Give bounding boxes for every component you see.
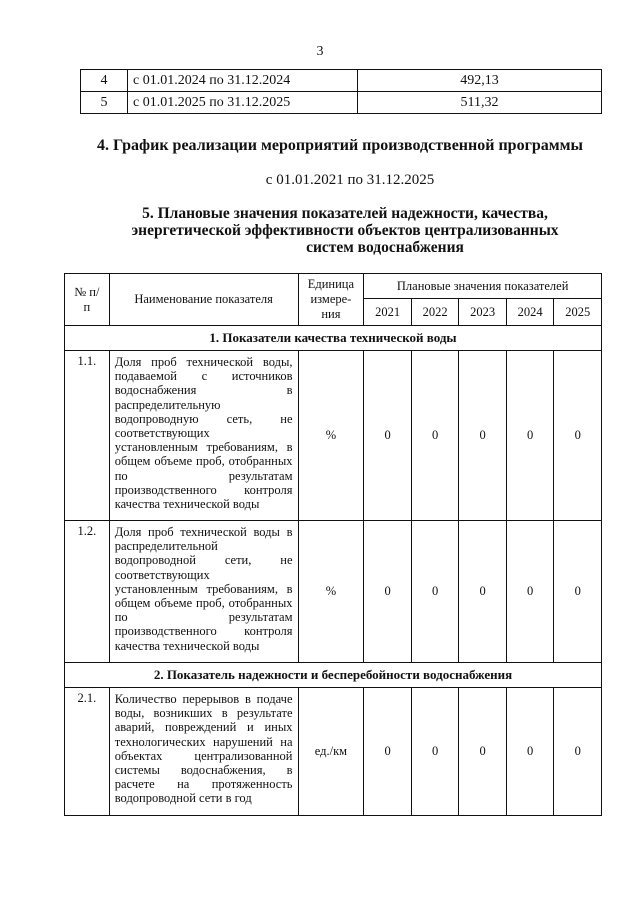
value-cell: 511,32	[358, 92, 602, 114]
unit-cell: %	[298, 351, 364, 521]
value-cell: 492,13	[358, 70, 602, 92]
section-row	[65, 663, 602, 688]
value-cell: 0	[554, 521, 602, 663]
heading-line: систем водоснабжения	[306, 239, 464, 256]
header-name: Наименование показателя	[109, 274, 298, 326]
value-cell: 0	[364, 688, 412, 816]
value-cell: 0	[459, 688, 507, 816]
table-row	[81, 92, 602, 114]
indicators-table	[64, 273, 602, 816]
heading-line: энергетической эффективности объектов централизованных	[131, 222, 559, 239]
page-number: 3	[316, 44, 324, 59]
header-year: 2024	[506, 299, 554, 326]
value-cell: 0	[364, 351, 412, 521]
value-cell: 0	[364, 521, 412, 663]
table-row	[65, 521, 602, 663]
indicator-name: Доля проб технической воды в распределительной водопроводной сети, не соответствующих установленным требованиям, в общем объеме проб, отобранных по результатам производственного контроля качества технической воды	[109, 521, 298, 663]
header-row	[65, 274, 602, 299]
value-cell: 0	[459, 521, 507, 663]
header-year: 2021	[364, 299, 412, 326]
row-number: 2.1.	[65, 688, 110, 816]
tariff-period-table	[80, 69, 602, 114]
row-number: 4	[81, 70, 128, 92]
value-cell: 0	[411, 688, 459, 816]
value-cell: 0	[411, 521, 459, 663]
indicator-name: Количество перерывов в подаче воды, возникших в результате аварий, повреждений и иных технологических нарушений на объектах централизованной системы водоснабжения, в расчете на протяженность водопроводной сети в год	[109, 688, 298, 816]
unit-cell: ед./км	[298, 688, 364, 816]
header-plan: Плановые значения показателей	[364, 274, 602, 299]
row-number: 5	[81, 92, 128, 114]
heading-line: 5. Плановые значения показателей надежности, качества,	[142, 205, 548, 222]
period-cell: с 01.01.2025 по 31.12.2025	[128, 92, 358, 114]
header-year: 2023	[459, 299, 507, 326]
section-title: 2. Показатель надежности и бесперебойности водоснабжения	[65, 663, 602, 688]
section-title: 1. Показатели качества технической воды	[65, 326, 602, 351]
header-year: 2025	[554, 299, 602, 326]
schedule-period: с 01.01.2021 по 31.12.2025	[265, 172, 435, 188]
value-cell: 0	[506, 688, 554, 816]
header-num: № п/п	[65, 274, 110, 326]
row-number: 1.2.	[65, 521, 110, 663]
section-4-heading: 4. График реализации мероприятий производственной программы	[96, 137, 584, 154]
section-row	[65, 326, 602, 351]
period-cell: с 01.01.2024 по 31.12.2024	[128, 70, 358, 92]
table-row	[65, 351, 602, 521]
unit-cell: %	[298, 521, 364, 663]
value-cell: 0	[506, 521, 554, 663]
value-cell: 0	[459, 351, 507, 521]
value-cell: 0	[411, 351, 459, 521]
header-unit: Единица измере-ния	[298, 274, 364, 326]
header-year: 2022	[411, 299, 459, 326]
table-row	[65, 688, 602, 816]
value-cell: 0	[554, 351, 602, 521]
section-5-heading	[0, 205, 640, 256]
indicator-name: Доля проб технической воды, подаваемой с источников водоснабжения в распределительную водопроводную сеть, не соответствующих установленным требованиям, в общем объеме проб, отобранных по результатам производственного контроля качества технической воды	[109, 351, 298, 521]
value-cell: 0	[506, 351, 554, 521]
row-number: 1.1.	[65, 351, 110, 521]
table-row	[81, 70, 602, 92]
value-cell: 0	[554, 688, 602, 816]
